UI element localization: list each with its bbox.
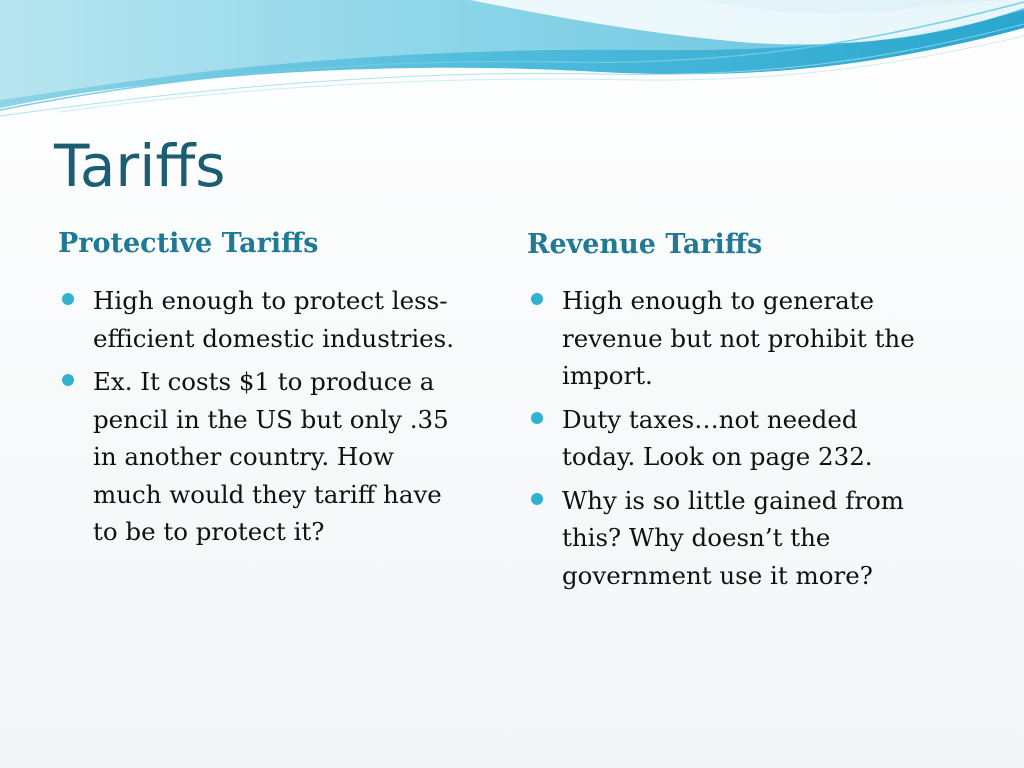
protective-tariffs-heading: Protective Tariffs: [58, 228, 319, 259]
bullet-text: Ex. It costs $1 to produce a pencil in the US but only .35 in another country. How much would they tariff have to be to protect it?: [93, 367, 449, 546]
wave-header-decoration: [0, 0, 1024, 120]
protective-tariffs-list: [62, 282, 492, 557]
bullet-dot-icon: [531, 493, 543, 505]
list-item: [531, 401, 961, 476]
bullet-text: Why is so little gained from this? Why doesn’t the government use it more?: [562, 485, 905, 590]
bullet-text: Duty taxes…not needed today. Look on page 232.: [562, 404, 873, 471]
bullet-dot-icon: [62, 374, 74, 386]
list-item: [531, 282, 961, 395]
list-item: [62, 363, 492, 551]
revenue-tariffs-list: [531, 282, 961, 600]
bullet-dot-icon: [531, 293, 543, 305]
revenue-tariffs-heading: Revenue Tariffs: [527, 229, 763, 260]
list-item: [62, 282, 492, 357]
bullet-dot-icon: [62, 293, 74, 305]
list-item: [531, 482, 961, 595]
slide-title: Tariffs: [54, 132, 226, 200]
bullet-text: High enough to generate revenue but not prohibit the import.: [562, 286, 915, 390]
bullet-text: High enough to protect less- efficient domestic industries.: [93, 286, 455, 353]
bullet-dot-icon: [531, 412, 543, 424]
